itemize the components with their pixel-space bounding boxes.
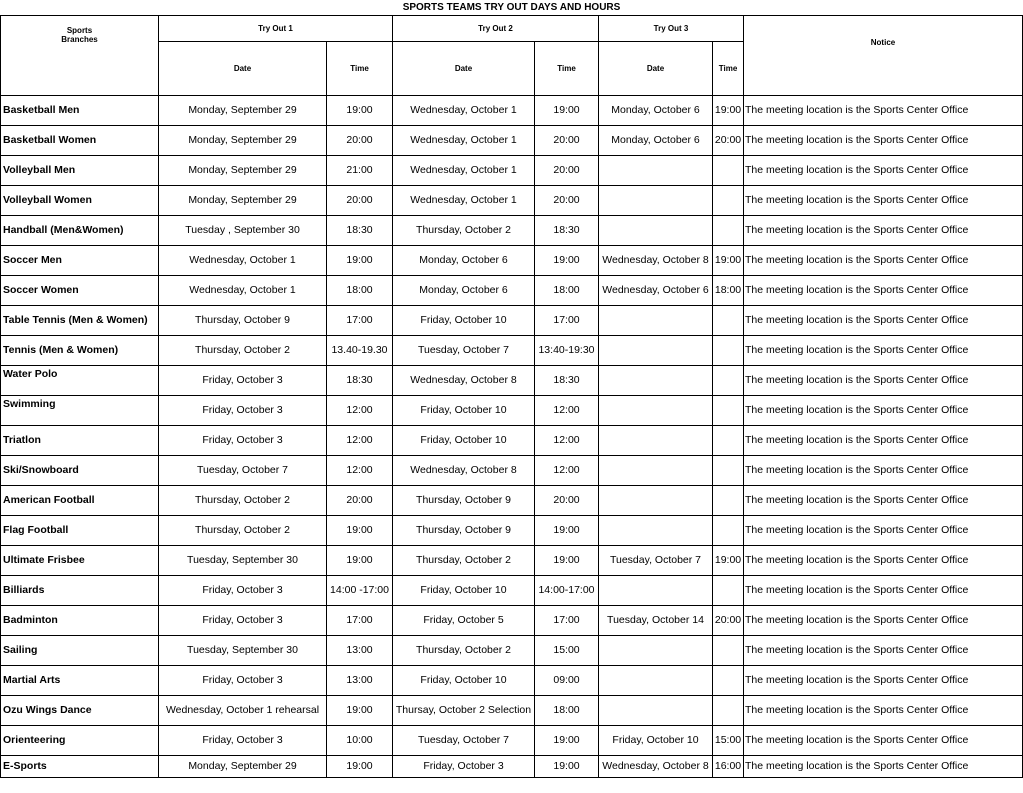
tryout1-time-cell: 12:00	[327, 425, 393, 455]
tryout1-date-cell: Friday, October 3	[159, 395, 327, 425]
tryout2-date-cell: Thursday, October 2	[393, 635, 535, 665]
tryout1-time-cell: 18:30	[327, 215, 393, 245]
tryout3-time-cell	[713, 215, 744, 245]
tryout1-time-cell: 19:00	[327, 95, 393, 125]
sport-name-cell: Swimming	[1, 395, 159, 425]
tryout1-date-cell: Friday, October 3	[159, 725, 327, 755]
sport-name-cell: Basketball Women	[1, 125, 159, 155]
sport-name-cell: Ozu Wings Dance	[1, 695, 159, 725]
table-row	[1, 515, 1023, 545]
notice-cell: The meeting location is the Sports Center Office	[744, 455, 1023, 485]
tryout1-date-cell: Friday, October 3	[159, 575, 327, 605]
tryout2-time-cell: 18:30	[535, 215, 599, 245]
tryout2-time-cell: 17:00	[535, 605, 599, 635]
tryout2-date-cell: Monday, October 6	[393, 275, 535, 305]
table-row	[1, 635, 1023, 665]
notice-cell: The meeting location is the Sports Center Office	[744, 245, 1023, 275]
tryout1-date-cell: Friday, October 3	[159, 365, 327, 395]
table-row	[1, 155, 1023, 185]
tryout3-date-cell: Wednesday, October 8	[599, 755, 713, 777]
table-row	[1, 545, 1023, 575]
sport-name-cell: American Football	[1, 485, 159, 515]
sport-name-cell: Volleyball Men	[1, 155, 159, 185]
tryout2-date-cell: Friday, October 10	[393, 305, 535, 335]
tryout3-time-cell: 19:00	[713, 245, 744, 275]
tryout3-date-cell	[599, 395, 713, 425]
notice-cell: The meeting location is the Sports Center Office	[744, 305, 1023, 335]
table-row	[1, 485, 1023, 515]
tryout2-time-cell: 19:00	[535, 545, 599, 575]
tryout3-time-cell	[713, 485, 744, 515]
tryout3-time-cell	[713, 635, 744, 665]
tryout2-time-cell: 15:00	[535, 635, 599, 665]
tryout3-time-header: Time	[713, 41, 744, 95]
tryout2-date-cell: Monday, October 6	[393, 245, 535, 275]
sports-branches-header-line2: Branches	[61, 34, 98, 44]
tryout1-date-cell: Wednesday, October 1	[159, 245, 327, 275]
tryout1-time-cell: 10:00	[327, 725, 393, 755]
tryout2-date-cell: Wednesday, October 8	[393, 455, 535, 485]
sport-name-cell: Flag Football	[1, 515, 159, 545]
notice-cell: The meeting location is the Sports Center Office	[744, 95, 1023, 125]
tryout2-time-cell: 20:00	[535, 155, 599, 185]
tryout1-time-cell: 17:00	[327, 605, 393, 635]
table-row	[1, 395, 1023, 425]
table-row	[1, 695, 1023, 725]
tryout3-date-cell	[599, 365, 713, 395]
tryout2-date-cell: Thursday, October 9	[393, 485, 535, 515]
tryout2-time-cell: 17:00	[535, 305, 599, 335]
table-row	[1, 365, 1023, 395]
tryout3-date-cell	[599, 185, 713, 215]
schedule-body	[1, 95, 1023, 777]
notice-header: Notice	[744, 15, 1023, 95]
tryout1-time-cell: 12:00	[327, 455, 393, 485]
tryout1-date-cell: Thursday, October 2	[159, 485, 327, 515]
table-row	[1, 305, 1023, 335]
tryout1-date-cell: Friday, October 3	[159, 665, 327, 695]
tryout1-date-header: Date	[159, 41, 327, 95]
tryout3-date-cell	[599, 335, 713, 365]
notice-cell: The meeting location is the Sports Center Office	[744, 485, 1023, 515]
tryout3-time-cell: 19:00	[713, 545, 744, 575]
sport-name-cell: Badminton	[1, 605, 159, 635]
tryout2-date-cell: Wednesday, October 8	[393, 365, 535, 395]
tryout1-time-cell: 17:00	[327, 305, 393, 335]
tryout1-time-cell: 13:00	[327, 665, 393, 695]
notice-cell: The meeting location is the Sports Center Office	[744, 575, 1023, 605]
sport-name-cell: E-Sports	[1, 755, 159, 777]
tryout2-date-cell: Wednesday, October 1	[393, 125, 535, 155]
tryout2-time-cell: 20:00	[535, 125, 599, 155]
tryout1-date-cell: Wednesday, October 1 rehearsal	[159, 695, 327, 725]
tryout3-time-cell	[713, 515, 744, 545]
tryout3-date-cell	[599, 155, 713, 185]
tryout3-date-cell: Monday, October 6	[599, 95, 713, 125]
tryout3-time-cell: 16:00	[713, 755, 744, 777]
tryout1-date-cell: Tuesday, September 30	[159, 545, 327, 575]
tryout3-time-cell	[713, 365, 744, 395]
tryout2-time-cell: 18:00	[535, 275, 599, 305]
tryout1-time-cell: 21:00	[327, 155, 393, 185]
notice-cell: The meeting location is the Sports Center Office	[744, 125, 1023, 155]
tryout2-time-header: Time	[535, 41, 599, 95]
sport-name-cell: Water Polo	[1, 365, 159, 395]
tryout3-date-cell	[599, 575, 713, 605]
table-row	[1, 755, 1023, 777]
table-row	[1, 575, 1023, 605]
tryout1-date-cell: Tuesday, October 7	[159, 455, 327, 485]
tryout3-time-cell	[713, 155, 744, 185]
tryout3-time-cell: 18:00	[713, 275, 744, 305]
sport-name-cell: Sailing	[1, 635, 159, 665]
tryout3-time-cell: 19:00	[713, 95, 744, 125]
tryout3-date-cell	[599, 215, 713, 245]
tryout1-date-cell: Friday, October 3	[159, 605, 327, 635]
tryout2-time-cell: 20:00	[535, 485, 599, 515]
sport-name-cell: Martial Arts	[1, 665, 159, 695]
table-row	[1, 125, 1023, 155]
sport-name-cell: Soccer Men	[1, 245, 159, 275]
tryout2-date-cell: Tuesday, October 7	[393, 725, 535, 755]
tryout3-time-cell	[713, 695, 744, 725]
table-row	[1, 665, 1023, 695]
notice-cell: The meeting location is the Sports Center Office	[744, 275, 1023, 305]
tryout3-date-cell: Wednesday, October 6	[599, 275, 713, 305]
tryout3-date-cell	[599, 425, 713, 455]
notice-cell: The meeting location is the Sports Center Office	[744, 665, 1023, 695]
table-row	[1, 275, 1023, 305]
tryout2-time-cell: 19:00	[535, 515, 599, 545]
sport-name-cell: Triatlon	[1, 425, 159, 455]
tryout3-date-cell	[599, 635, 713, 665]
sport-name-cell: Volleyball Women	[1, 185, 159, 215]
notice-cell: The meeting location is the Sports Center Office	[744, 515, 1023, 545]
tryout3-date-cell	[599, 665, 713, 695]
tryout2-date-cell: Thursday, October 2	[393, 215, 535, 245]
notice-cell: The meeting location is the Sports Center Office	[744, 635, 1023, 665]
notice-cell: The meeting location is the Sports Center Office	[744, 215, 1023, 245]
tryout2-time-cell: 18:00	[535, 695, 599, 725]
tryout2-time-cell: 19:00	[535, 95, 599, 125]
tryout2-time-cell: 12:00	[535, 395, 599, 425]
tryout3-date-cell: Tuesday, October 7	[599, 545, 713, 575]
tryout2-date-header: Date	[393, 41, 535, 95]
sport-name-cell: Orienteering	[1, 725, 159, 755]
tryout1-date-cell: Friday, October 3	[159, 425, 327, 455]
tryout3-date-header: Date	[599, 41, 713, 95]
tryout3-date-cell	[599, 305, 713, 335]
tryout1-time-cell: 13.40-19.30	[327, 335, 393, 365]
tryout3-time-cell	[713, 425, 744, 455]
tryout1-date-cell: Thursday, October 2	[159, 335, 327, 365]
tryout1-date-cell: Tuesday, September 30	[159, 635, 327, 665]
tryout1-date-cell: Monday, September 29	[159, 155, 327, 185]
sport-name-cell: Billiards	[1, 575, 159, 605]
table-row	[1, 725, 1023, 755]
table-row	[1, 455, 1023, 485]
tryout3-time-cell	[713, 665, 744, 695]
notice-cell: The meeting location is the Sports Center Office	[744, 365, 1023, 395]
tryout3-date-cell: Tuesday, October 14	[599, 605, 713, 635]
tryout1-time-cell: 19:00	[327, 545, 393, 575]
tryout1-time-cell: 19:00	[327, 695, 393, 725]
notice-cell: The meeting location is the Sports Center Office	[744, 335, 1023, 365]
tryout1-time-cell: 20:00	[327, 485, 393, 515]
table-row	[1, 335, 1023, 365]
tryout2-date-cell: Friday, October 3	[393, 755, 535, 777]
tryout2-date-cell: Friday, October 10	[393, 665, 535, 695]
tryout3-date-cell: Monday, October 6	[599, 125, 713, 155]
tryout3-time-cell	[713, 305, 744, 335]
tryout3-time-cell	[713, 335, 744, 365]
tryout2-time-cell: 20:00	[535, 185, 599, 215]
tryout3-date-cell: Wednesday, October 8	[599, 245, 713, 275]
tryout2-date-cell: Wednesday, October 1	[393, 155, 535, 185]
table-row	[1, 425, 1023, 455]
notice-cell: The meeting location is the Sports Center Office	[744, 605, 1023, 635]
tryout3-time-cell	[713, 455, 744, 485]
tryout2-time-cell: 19:00	[535, 725, 599, 755]
tryout1-date-cell: Monday, September 29	[159, 185, 327, 215]
tryout3-time-cell	[713, 185, 744, 215]
tryout3-time-cell: 20:00	[713, 125, 744, 155]
tryout3-time-cell	[713, 575, 744, 605]
sports-branches-header	[1, 15, 159, 95]
tryout2-time-cell: 14:00-17:00	[535, 575, 599, 605]
tryout1-date-cell: Thursday, October 2	[159, 515, 327, 545]
tryout3-time-cell: 20:00	[713, 605, 744, 635]
notice-cell: The meeting location is the Sports Center Office	[744, 425, 1023, 455]
tryout1-time-cell: 19:00	[327, 515, 393, 545]
sport-name-cell: Table Tennis (Men & Women)	[1, 305, 159, 335]
tryout2-date-cell: Thursday, October 2	[393, 545, 535, 575]
tryout3-date-cell: Friday, October 10	[599, 725, 713, 755]
notice-cell: The meeting location is the Sports Center Office	[744, 755, 1023, 777]
sport-name-cell: Ultimate Frisbee	[1, 545, 159, 575]
tryout2-header: Try Out 2	[393, 15, 599, 41]
tryout2-time-cell: 18:30	[535, 365, 599, 395]
tryout2-date-cell: Wednesday, October 1	[393, 185, 535, 215]
tryout3-date-cell	[599, 515, 713, 545]
tryout1-time-cell: 12:00	[327, 395, 393, 425]
tryout2-date-cell: Tuesday, October 7	[393, 335, 535, 365]
tryout2-time-cell: 12:00	[535, 425, 599, 455]
tryout2-date-cell: Friday, October 10	[393, 395, 535, 425]
tryout1-date-cell: Tuesday , September 30	[159, 215, 327, 245]
tryout1-time-cell: 18:30	[327, 365, 393, 395]
sport-name-cell: Soccer Women	[1, 275, 159, 305]
notice-cell: The meeting location is the Sports Center Office	[744, 155, 1023, 185]
tryout1-time-cell: 18:00	[327, 275, 393, 305]
sport-name-cell: Basketball Men	[1, 95, 159, 125]
tryout2-date-cell: Friday, October 5	[393, 605, 535, 635]
notice-cell: The meeting location is the Sports Center Office	[744, 395, 1023, 425]
tryout2-date-cell: Friday, October 10	[393, 575, 535, 605]
tryout1-time-cell: 19:00	[327, 245, 393, 275]
tryout1-date-cell: Monday, September 29	[159, 125, 327, 155]
tryout1-time-cell: 13:00	[327, 635, 393, 665]
tryout2-time-cell: 12:00	[535, 455, 599, 485]
tryout2-time-cell: 19:00	[535, 245, 599, 275]
tryout2-date-cell: Friday, October 10	[393, 425, 535, 455]
tryout1-header: Try Out 1	[159, 15, 393, 41]
notice-cell: The meeting location is the Sports Center Office	[744, 545, 1023, 575]
table-row	[1, 605, 1023, 635]
page-title: SPORTS TEAMS TRY OUT DAYS AND HOURS	[402, 1, 621, 13]
tryout1-time-cell: 19:00	[327, 755, 393, 777]
table-row	[1, 185, 1023, 215]
sport-name-cell: Tennis (Men & Women)	[1, 335, 159, 365]
tryout1-date-cell: Wednesday, October 1	[159, 275, 327, 305]
tryout2-date-cell: Wednesday, October 1	[393, 95, 535, 125]
tryout1-time-cell: 20:00	[327, 185, 393, 215]
tryout3-date-cell	[599, 485, 713, 515]
notice-cell: The meeting location is the Sports Center Office	[744, 695, 1023, 725]
table-row	[1, 95, 1023, 125]
tryout1-time-cell: 14:00 -17:00	[327, 575, 393, 605]
tryout1-date-cell: Monday, September 29	[159, 755, 327, 777]
sport-name-cell: Ski/Snowboard	[1, 455, 159, 485]
tryout2-time-cell: 09:00	[535, 665, 599, 695]
tryout2-date-cell: Thursay, October 2 Selection	[393, 695, 535, 725]
notice-cell: The meeting location is the Sports Center Office	[744, 725, 1023, 755]
tryout3-time-cell: 15:00	[713, 725, 744, 755]
tryout2-date-cell: Thursday, October 9	[393, 515, 535, 545]
notice-cell: The meeting location is the Sports Center Office	[744, 185, 1023, 215]
tryout3-date-cell	[599, 695, 713, 725]
tryout2-time-cell: 19:00	[535, 755, 599, 777]
table-row	[1, 215, 1023, 245]
tryout3-date-cell	[599, 455, 713, 485]
tryout3-time-cell	[713, 395, 744, 425]
tryout3-header: Try Out 3	[599, 15, 744, 41]
tryout1-date-cell: Thursday, October 9	[159, 305, 327, 335]
sport-name-cell: Handball (Men&Women)	[1, 215, 159, 245]
table-row	[1, 245, 1023, 275]
tryout1-time-header: Time	[327, 41, 393, 95]
tryout1-time-cell: 20:00	[327, 125, 393, 155]
sports-branches-header-line1: Sports	[66, 25, 93, 35]
tryout1-date-cell: Monday, September 29	[159, 95, 327, 125]
tryout2-time-cell: 13:40-19:30	[535, 335, 599, 365]
